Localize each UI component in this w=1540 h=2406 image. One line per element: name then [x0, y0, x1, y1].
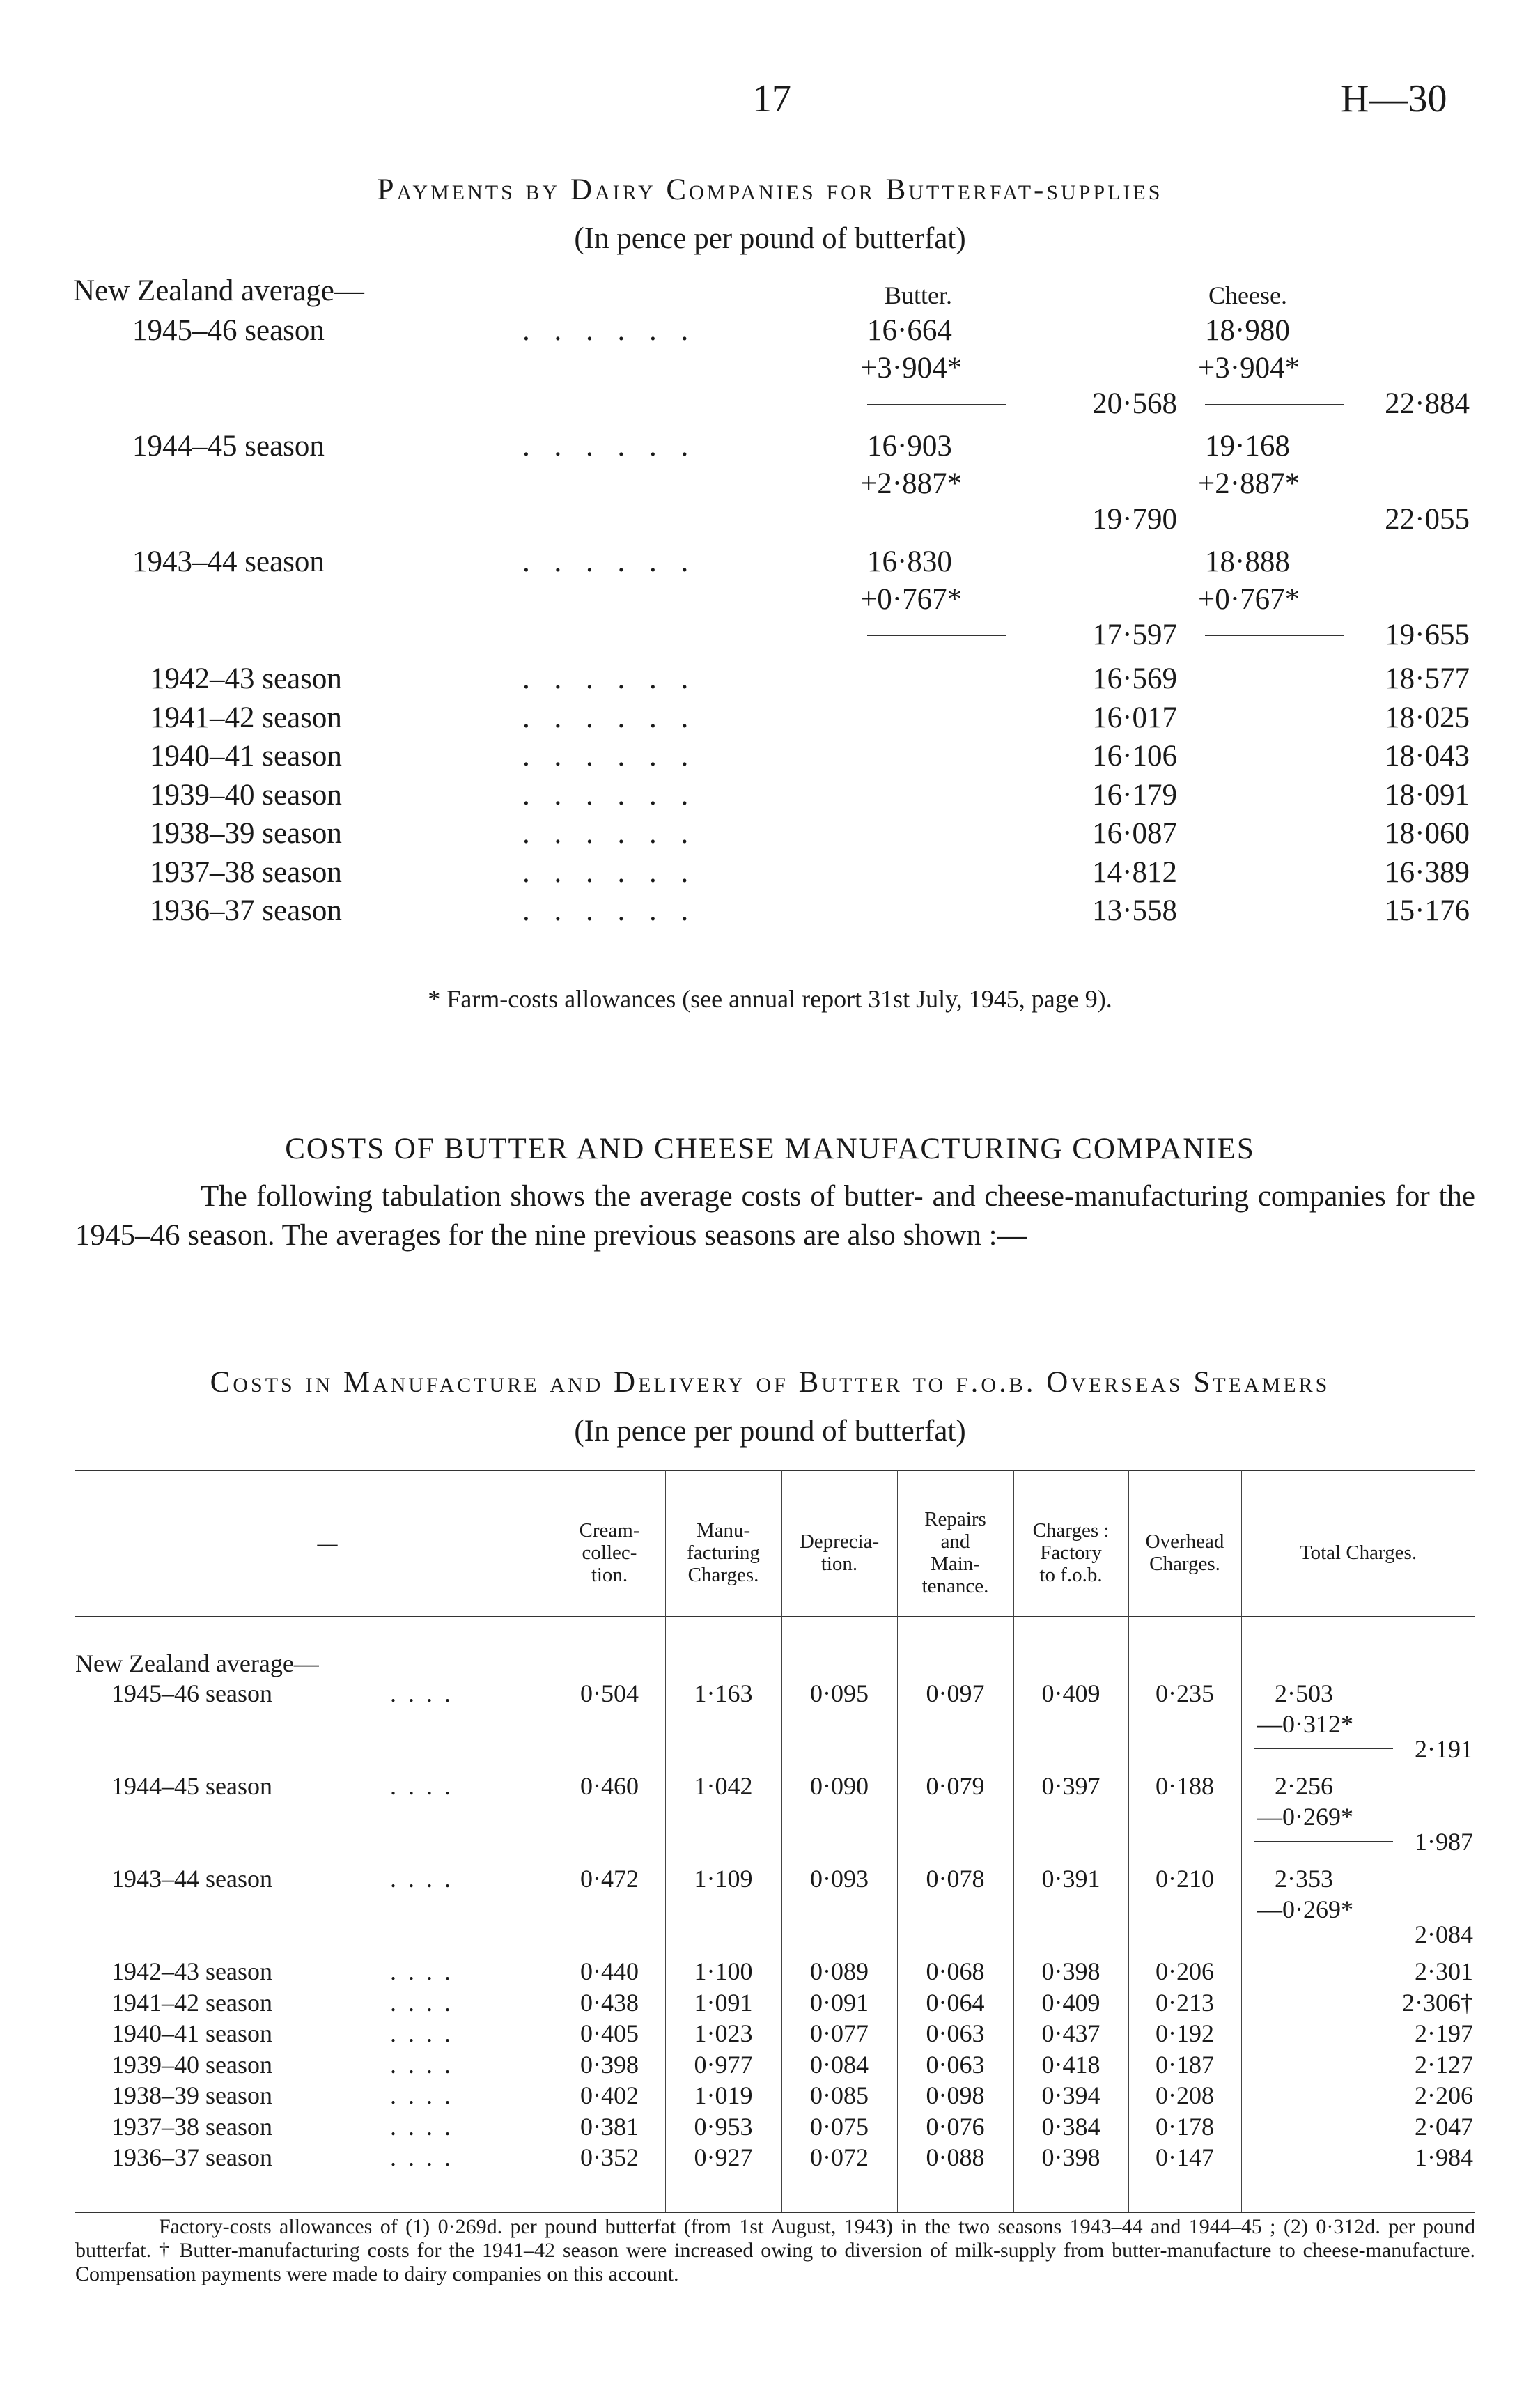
season-label: 1937–38 season	[150, 855, 342, 889]
costs-label: New Zealand average—	[75, 1650, 319, 1677]
butter-total: 17·597	[1092, 619, 1177, 651]
leader-dots: . . . . . .	[522, 662, 697, 695]
cell-cream: 0·438	[580, 1988, 639, 2017]
leader-dots: . . . . . .	[522, 701, 697, 734]
cell-rep: 0·064	[926, 1988, 985, 2017]
cell-cream: 0·504	[580, 1679, 639, 1707]
total-base: 2·503	[1275, 1679, 1333, 1707]
cell-fob: 0·409	[1041, 1679, 1100, 1707]
cheese-value: 15·176	[1385, 894, 1470, 927]
column-header: Cream-	[579, 1519, 640, 1542]
total-charges: 2·306†	[1402, 1988, 1473, 2017]
butter-value: 16·569	[1092, 662, 1177, 695]
leader-dots: . . . .	[390, 2050, 453, 2079]
cell-dep: 0·095	[810, 1679, 869, 1707]
total-charges: 2·197	[1415, 2019, 1473, 2047]
season-label: 1941–42 season	[150, 701, 342, 734]
cell-rep: 0·098	[926, 2081, 985, 2109]
leader-dots: . . . .	[390, 1957, 453, 1985]
cell-dep: 0·089	[810, 1957, 869, 1985]
cell-cream: 0·402	[580, 2081, 639, 2109]
cell-rep: 0·097	[926, 1679, 985, 1707]
butter-sum-rule	[867, 404, 1006, 405]
cell-rep: 0·063	[926, 2019, 985, 2047]
cell-over: 0·187	[1156, 2050, 1214, 2079]
costs-footnote: Factory-costs allowances of (1) 0·269d. per pound butterfat (from 1st August, 1943) in the two seasons 1943–44 and 1944–45 ; (2) 0·312d. per pound butterfat. † Butter-manufacturing costs for the 1941–42 season were increased owing to diversion of milk-supply from butter-manufacture to cheese-manufacture. Compensation payments were made to dairy companies on this account.	[75, 2215, 1475, 2285]
column-header: Deprecia-	[799, 1530, 880, 1553]
column-header: and	[940, 1530, 970, 1553]
total-charges: 2·127	[1415, 2050, 1473, 2079]
cell-manu: 1·109	[694, 1865, 753, 1893]
season-label: 1944–45 season	[132, 430, 325, 463]
cell-dep: 0·091	[810, 1988, 869, 2017]
cell-fob: 0·398	[1041, 2143, 1100, 2171]
leader-dots: . . . .	[390, 1865, 453, 1893]
column-header: tenance.	[921, 1575, 989, 1597]
cheese-base: 18·980	[1205, 314, 1290, 347]
season-label: 1943–44 season	[132, 545, 325, 578]
cell-over: 0·213	[1156, 1988, 1214, 2017]
season-label: 1939–40 season	[150, 778, 342, 812]
payments-col-cheese: Cheese.	[1208, 281, 1287, 309]
cell-manu: 0·977	[694, 2050, 753, 2079]
butter-base: 16·664	[867, 314, 952, 347]
column-rule	[665, 1470, 666, 2212]
butter-value: 16·106	[1092, 740, 1177, 773]
cell-fob: 0·398	[1041, 1957, 1100, 1985]
cheese-sum-rule	[1205, 404, 1344, 405]
report-code: H—30	[1341, 77, 1447, 121]
total-allowance: —0·269*	[1257, 1803, 1353, 1831]
column-header: Charges.	[687, 1564, 759, 1586]
cell-manu: 1·091	[694, 1988, 753, 2017]
column-rule	[1013, 1470, 1014, 2212]
leader-dots: . . . .	[390, 1679, 453, 1707]
page-number: 17	[752, 77, 791, 121]
season-label: 1940–41 season	[150, 740, 342, 773]
cheese-total: 22·055	[1385, 503, 1470, 536]
cell-rep: 0·078	[926, 1865, 985, 1893]
table-header-rule	[75, 1616, 1475, 1617]
season-label: 1942–43 season	[111, 1957, 272, 1985]
column-header: Factory	[1040, 1542, 1102, 1564]
leader-dots: . . . .	[390, 2081, 453, 2109]
leader-dots: . . . .	[390, 1772, 453, 1800]
cheese-value: 18·060	[1385, 817, 1470, 850]
column-header: Charges :	[1032, 1519, 1110, 1542]
table-top-rule	[75, 1470, 1475, 1471]
leader-dots: . . . . . .	[522, 430, 697, 463]
season-label: 1937–38 season	[111, 2112, 272, 2141]
total-charges: 1·984	[1415, 2143, 1473, 2171]
column-header: Main-	[931, 1553, 980, 1575]
cell-over: 0·206	[1156, 1957, 1214, 1985]
cell-rep: 0·068	[926, 1957, 985, 1985]
costs-intro: The following tabulation shows the average costs of butter- and cheese-manufacturing companies for the 1945–46 season. The averages for the nine previous seasons are also shown :—	[75, 1180, 1475, 1252]
butter-value: 14·812	[1092, 855, 1177, 889]
leader-dots: . . . . . .	[522, 740, 697, 773]
column-rule	[1128, 1470, 1129, 2212]
payments-footnote: * Farm-costs allowances (see annual report 31st July, 1945, page 9).	[428, 985, 1112, 1013]
total-charges: 2·191	[1415, 1735, 1473, 1763]
cell-dep: 0·072	[810, 2143, 869, 2171]
butter-base: 16·830	[867, 545, 952, 578]
column-header: facturing	[687, 1542, 760, 1564]
costs-table-subtitle: (In pence per pound of butterfat)	[574, 1415, 966, 1448]
column-rule	[781, 1470, 782, 2212]
cheese-value: 18·091	[1385, 778, 1470, 812]
cheese-base: 18·888	[1205, 545, 1290, 578]
cell-fob: 0·437	[1041, 2019, 1100, 2047]
leader-dots: . . . . . .	[522, 855, 697, 889]
butter-total: 19·790	[1092, 503, 1177, 536]
costs-table-title: Costs in Manufacture and Delivery of Butter to f.o.b. Overseas Steamers	[210, 1366, 1330, 1399]
cell-dep: 0·084	[810, 2050, 869, 2079]
butter-value: 16·017	[1092, 701, 1177, 734]
leader-dots: . . . .	[390, 2112, 453, 2141]
total-charges: 2·301	[1415, 1957, 1473, 1985]
season-label: 1945–46 season	[111, 1679, 272, 1707]
cell-fob: 0·391	[1041, 1865, 1100, 1893]
column-header: Charges.	[1149, 1553, 1220, 1575]
butter-allowance: +2·887*	[860, 467, 963, 500]
season-label: 1936–37 season	[111, 2143, 272, 2171]
cell-manu: 1·019	[694, 2081, 753, 2109]
cell-cream: 0·405	[580, 2019, 639, 2047]
payments-subtitle: (In pence per pound of butterfat)	[574, 222, 966, 255]
cell-cream: 0·381	[580, 2112, 639, 2141]
cheese-base: 19·168	[1205, 430, 1290, 463]
season-label: 1945–46 season	[132, 314, 325, 347]
total-sum-rule	[1254, 1841, 1393, 1842]
column-header: collec-	[582, 1542, 637, 1564]
total-charges: 1·987	[1415, 1828, 1473, 1856]
costs-heading: COSTS OF BUTTER AND CHEESE MANUFACTURING COMPANIES	[285, 1133, 1255, 1165]
cell-rep: 0·076	[926, 2112, 985, 2141]
cell-cream: 0·352	[580, 2143, 639, 2171]
season-label: 1944–45 season	[111, 1772, 272, 1800]
cell-over: 0·147	[1156, 2143, 1214, 2171]
cheese-value: 18·577	[1385, 662, 1470, 695]
butter-base: 16·903	[867, 430, 952, 463]
cell-over: 0·208	[1156, 2081, 1214, 2109]
leader-dots: . . . . . .	[522, 314, 697, 347]
butter-total: 20·568	[1092, 387, 1177, 420]
season-label: 1943–44 season	[111, 1865, 272, 1893]
cheese-total: 22·884	[1385, 387, 1470, 420]
total-charges: 2·047	[1415, 2112, 1473, 2141]
column-header: Manu-	[696, 1519, 751, 1542]
cell-dep: 0·093	[810, 1865, 869, 1893]
leader-dots: . . . .	[390, 2019, 453, 2047]
cell-cream: 0·398	[580, 2050, 639, 2079]
cell-manu: 1·163	[694, 1679, 753, 1707]
season-label: 1938–39 season	[111, 2081, 272, 2109]
cell-cream: 0·460	[580, 1772, 639, 1800]
cell-manu: 0·927	[694, 2143, 753, 2171]
header-blank: —	[317, 1532, 338, 1555]
cell-manu: 1·023	[694, 2019, 753, 2047]
cell-rep: 0·079	[926, 1772, 985, 1800]
cheese-allowance: +3·904*	[1198, 352, 1300, 385]
total-allowance: —0·312*	[1257, 1710, 1353, 1738]
cell-over: 0·210	[1156, 1865, 1214, 1893]
total-charges: 2·084	[1415, 1920, 1473, 1948]
cell-fob: 0·394	[1041, 2081, 1100, 2109]
cheese-value: 16·389	[1385, 855, 1470, 889]
cell-fob: 0·418	[1041, 2050, 1100, 2079]
total-base: 2·256	[1275, 1772, 1333, 1800]
leader-dots: . . . . . .	[522, 894, 697, 927]
cell-over: 0·178	[1156, 2112, 1214, 2141]
total-allowance: —0·269*	[1257, 1895, 1353, 1923]
cell-fob: 0·409	[1041, 1988, 1100, 2017]
cheese-sum-rule	[1205, 635, 1344, 636]
cell-rep: 0·063	[926, 2050, 985, 2079]
column-header: Repairs	[924, 1508, 986, 1530]
total-sum-rule	[1254, 1748, 1393, 1749]
leader-dots: . . . . . .	[522, 778, 697, 812]
cell-dep: 0·085	[810, 2081, 869, 2109]
payments-label: New Zealand average—	[73, 274, 364, 307]
cheese-allowance: +0·767*	[1198, 583, 1300, 616]
season-label: 1940–41 season	[111, 2019, 272, 2047]
cell-fob: 0·397	[1041, 1772, 1100, 1800]
cell-manu: 0·953	[694, 2112, 753, 2141]
table-bottom-rule	[75, 2212, 1475, 2213]
total-base: 2·353	[1275, 1865, 1333, 1893]
column-rule	[897, 1470, 898, 2212]
season-label: 1942–43 season	[150, 662, 342, 695]
cell-dep: 0·077	[810, 2019, 869, 2047]
cell-over: 0·235	[1156, 1679, 1214, 1707]
season-label: 1936–37 season	[150, 894, 342, 927]
cell-over: 0·192	[1156, 2019, 1214, 2047]
leader-dots: . . . . . .	[522, 545, 697, 578]
butter-sum-rule	[867, 635, 1006, 636]
butter-value: 13·558	[1092, 894, 1177, 927]
column-header: Overhead	[1145, 1530, 1224, 1553]
cell-manu: 1·100	[694, 1957, 753, 1985]
cell-over: 0·188	[1156, 1772, 1214, 1800]
leader-dots: . . . . . .	[522, 817, 697, 850]
season-label: 1941–42 season	[111, 1988, 272, 2017]
leader-dots: . . . .	[390, 1988, 453, 2017]
cell-dep: 0·090	[810, 1772, 869, 1800]
cell-cream: 0·472	[580, 1865, 639, 1893]
payments-title: Payments by Dairy Companies for Butterfat-supplies	[377, 173, 1163, 206]
cell-manu: 1·042	[694, 1772, 753, 1800]
column-header: tion.	[820, 1553, 858, 1575]
cheese-total: 19·655	[1385, 619, 1470, 651]
butter-value: 16·087	[1092, 817, 1177, 850]
butter-allowance: +3·904*	[860, 352, 963, 385]
cell-fob: 0·384	[1041, 2112, 1100, 2141]
cell-rep: 0·088	[926, 2143, 985, 2171]
season-label: 1938–39 season	[150, 817, 342, 850]
cheese-allowance: +2·887*	[1198, 467, 1300, 500]
column-header: tion.	[591, 1564, 628, 1586]
total-charges: 2·206	[1415, 2081, 1473, 2109]
cheese-value: 18·043	[1385, 740, 1470, 773]
column-header: to f.o.b.	[1039, 1564, 1103, 1586]
cell-dep: 0·075	[810, 2112, 869, 2141]
butter-value: 16·179	[1092, 778, 1177, 812]
column-rule	[1241, 1470, 1242, 2212]
cheese-value: 18·025	[1385, 701, 1470, 734]
payments-col-butter: Butter.	[885, 281, 952, 309]
cell-cream: 0·440	[580, 1957, 639, 1985]
season-label: 1939–40 season	[111, 2050, 272, 2079]
leader-dots: . . . .	[390, 2143, 453, 2171]
column-header: Total Charges.	[1299, 1542, 1417, 1564]
butter-allowance: +0·767*	[860, 583, 963, 616]
